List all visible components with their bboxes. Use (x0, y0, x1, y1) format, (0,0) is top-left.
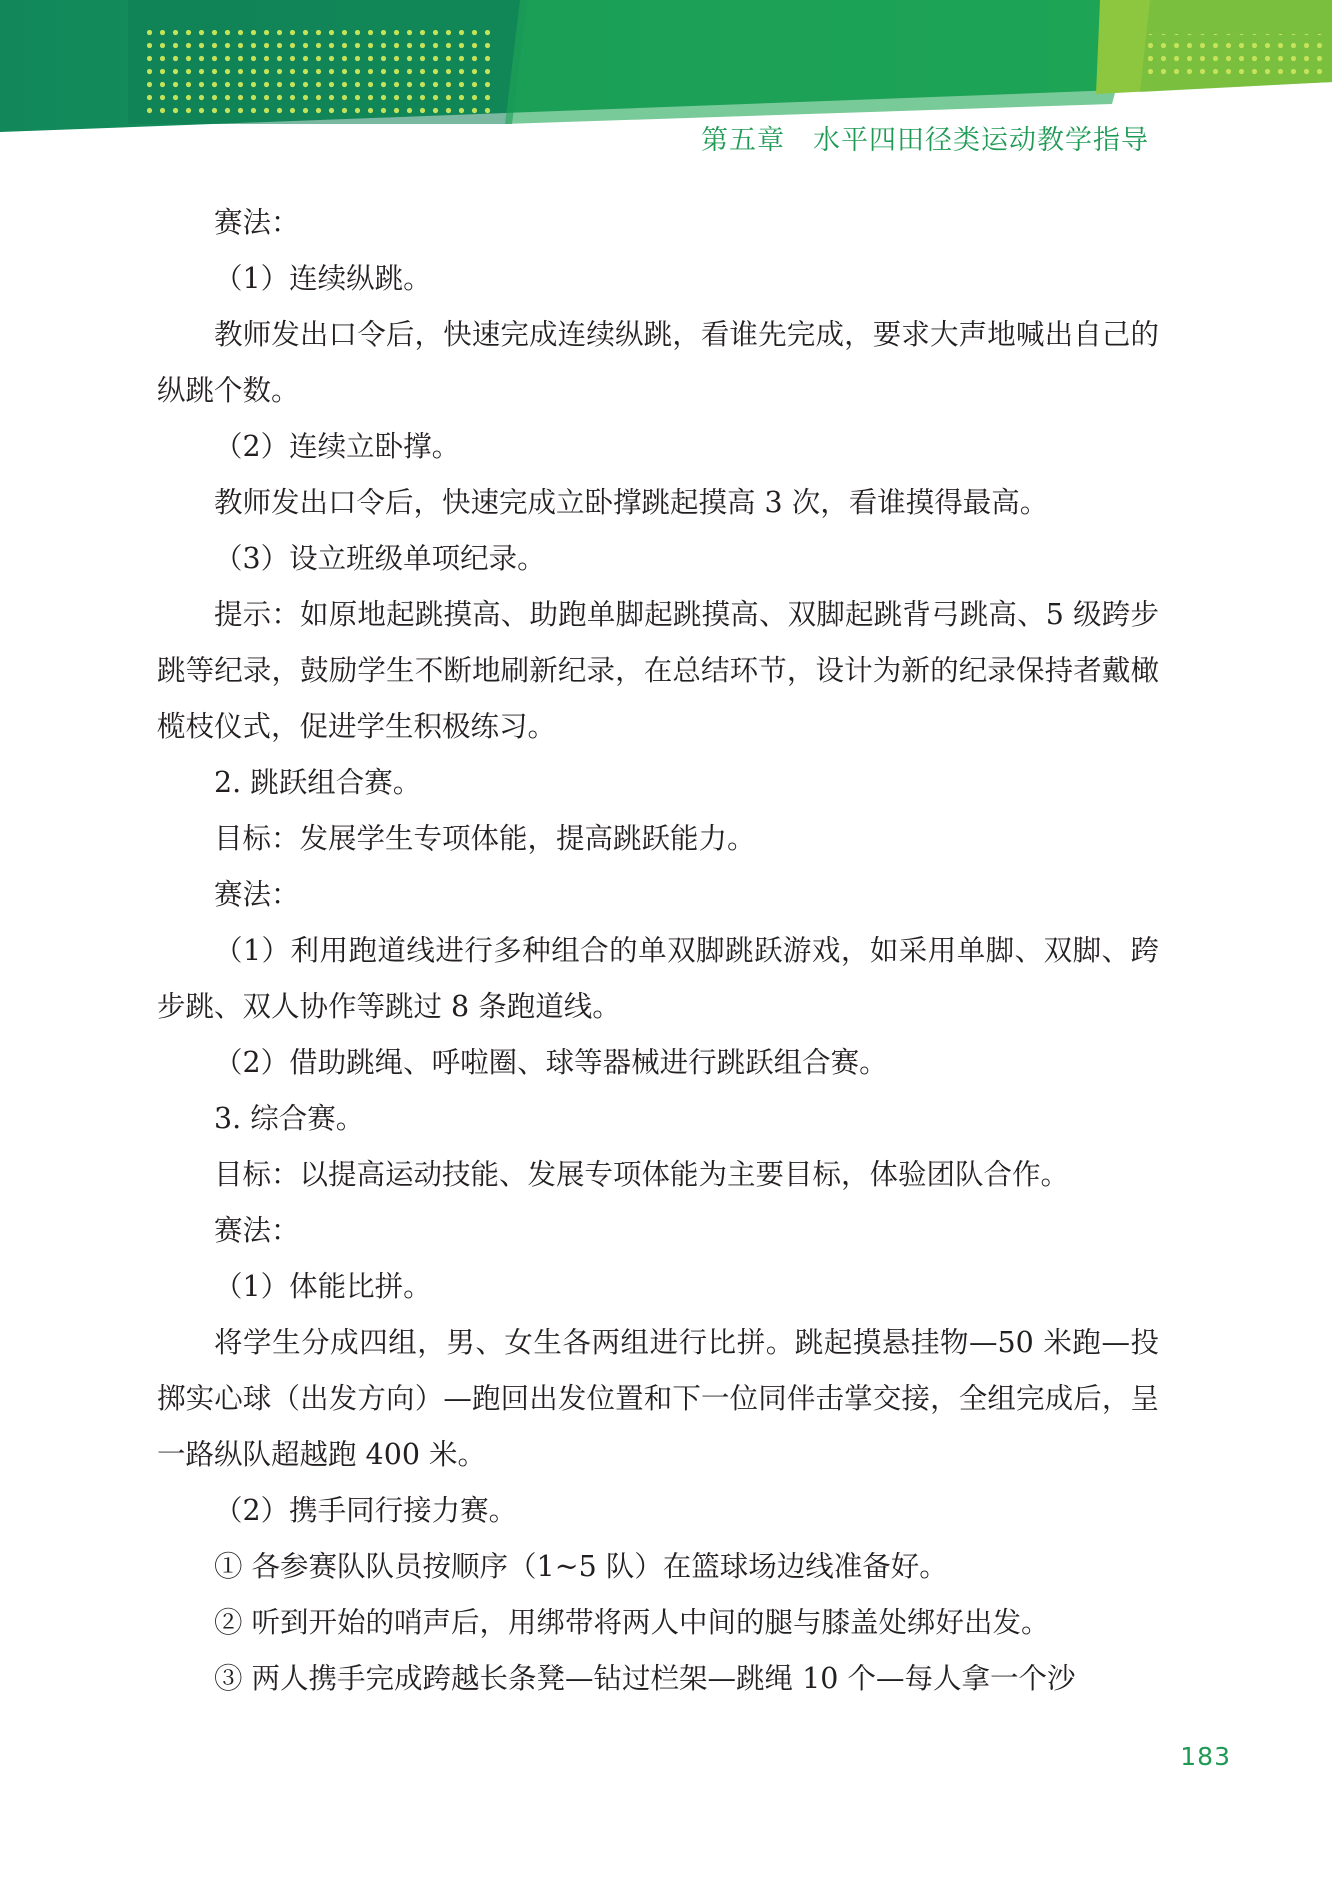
paragraph: 目标：以提高运动技能、发展专项体能为主要目标，体验团队合作。 (214, 1158, 1070, 1191)
paragraph: 赛法： (214, 1214, 300, 1247)
paragraph: 将学生分成四组，男、女生各两组进行比拼。跳起摸悬挂物—50 米跑—投掷实心球（出发方向）—跑回出发位置和下一位同伴击掌交接，全组完成后，呈一路纵队超越跑 400 米。 (157, 1326, 1159, 1471)
body-text (157, 195, 1159, 1707)
paragraph: 赛法： (214, 878, 300, 911)
paragraph: 教师发出口令后，快速完成立卧撑跳起摸高 3 次，看谁摸得最高。 (214, 486, 1049, 519)
paragraph: （1）体能比拼。 (214, 1270, 432, 1303)
paragraph: ② 听到开始的哨声后，用绑带将两人中间的腿与膝盖处绑好出发。 (214, 1606, 1050, 1639)
banner-light-band (505, 0, 1140, 124)
page-number: 183 (1180, 1742, 1231, 1771)
paragraph: ③ 两人携手完成跨越长条凳—钻过栏架—跳绳 10 个—每人拿一个沙 (214, 1662, 1076, 1695)
paragraph: 提示：如原地起跳摸高、助跑单脚起跳摸高、双脚起跳背弓跳高、5 级跨步跳等纪录，鼓励学生不断地刷新纪录，在总结环节，设计为新的纪录保持者戴橄榄枝仪式，促进学生积极练习。 (157, 598, 1159, 743)
paragraph: （3）设立班级单项纪录。 (214, 542, 546, 575)
paragraph: （2）携手同行接力赛。 (214, 1494, 518, 1527)
paragraph: （2）连续立卧撑。 (214, 430, 461, 463)
chapter-title: 第五章 水平四田径类运动教学指导 (701, 125, 1149, 156)
paragraph: 教师发出口令后，快速完成连续纵跳，看谁先完成，要求大声地喊出自己的纵跳个数。 (157, 318, 1159, 407)
banner-dot-pattern-right (1148, 34, 1330, 80)
paragraph: （1）利用跑道线进行多种组合的单双脚跳跃游戏，如采用单脚、双脚、跨步跳、双人协作等跳过 8 条跑道线。 (157, 934, 1159, 1023)
paragraph: （1）连续纵跳。 (214, 262, 432, 295)
paragraph: 2. 跳跃组合赛。 (214, 766, 422, 799)
banner-dot-pattern-left (140, 30, 494, 116)
paragraph: （2）借助跳绳、呼啦圈、球等器械进行跳跃组合赛。 (214, 1046, 888, 1079)
paragraph: 目标：发展学生专项体能，提高跳跃能力。 (214, 822, 756, 855)
paragraph: 3. 综合赛。 (214, 1102, 365, 1135)
paragraph: 赛法： (214, 206, 300, 239)
paragraph: ① 各参赛队队员按顺序（1~5 队）在篮球场边线准备好。 (214, 1550, 948, 1583)
